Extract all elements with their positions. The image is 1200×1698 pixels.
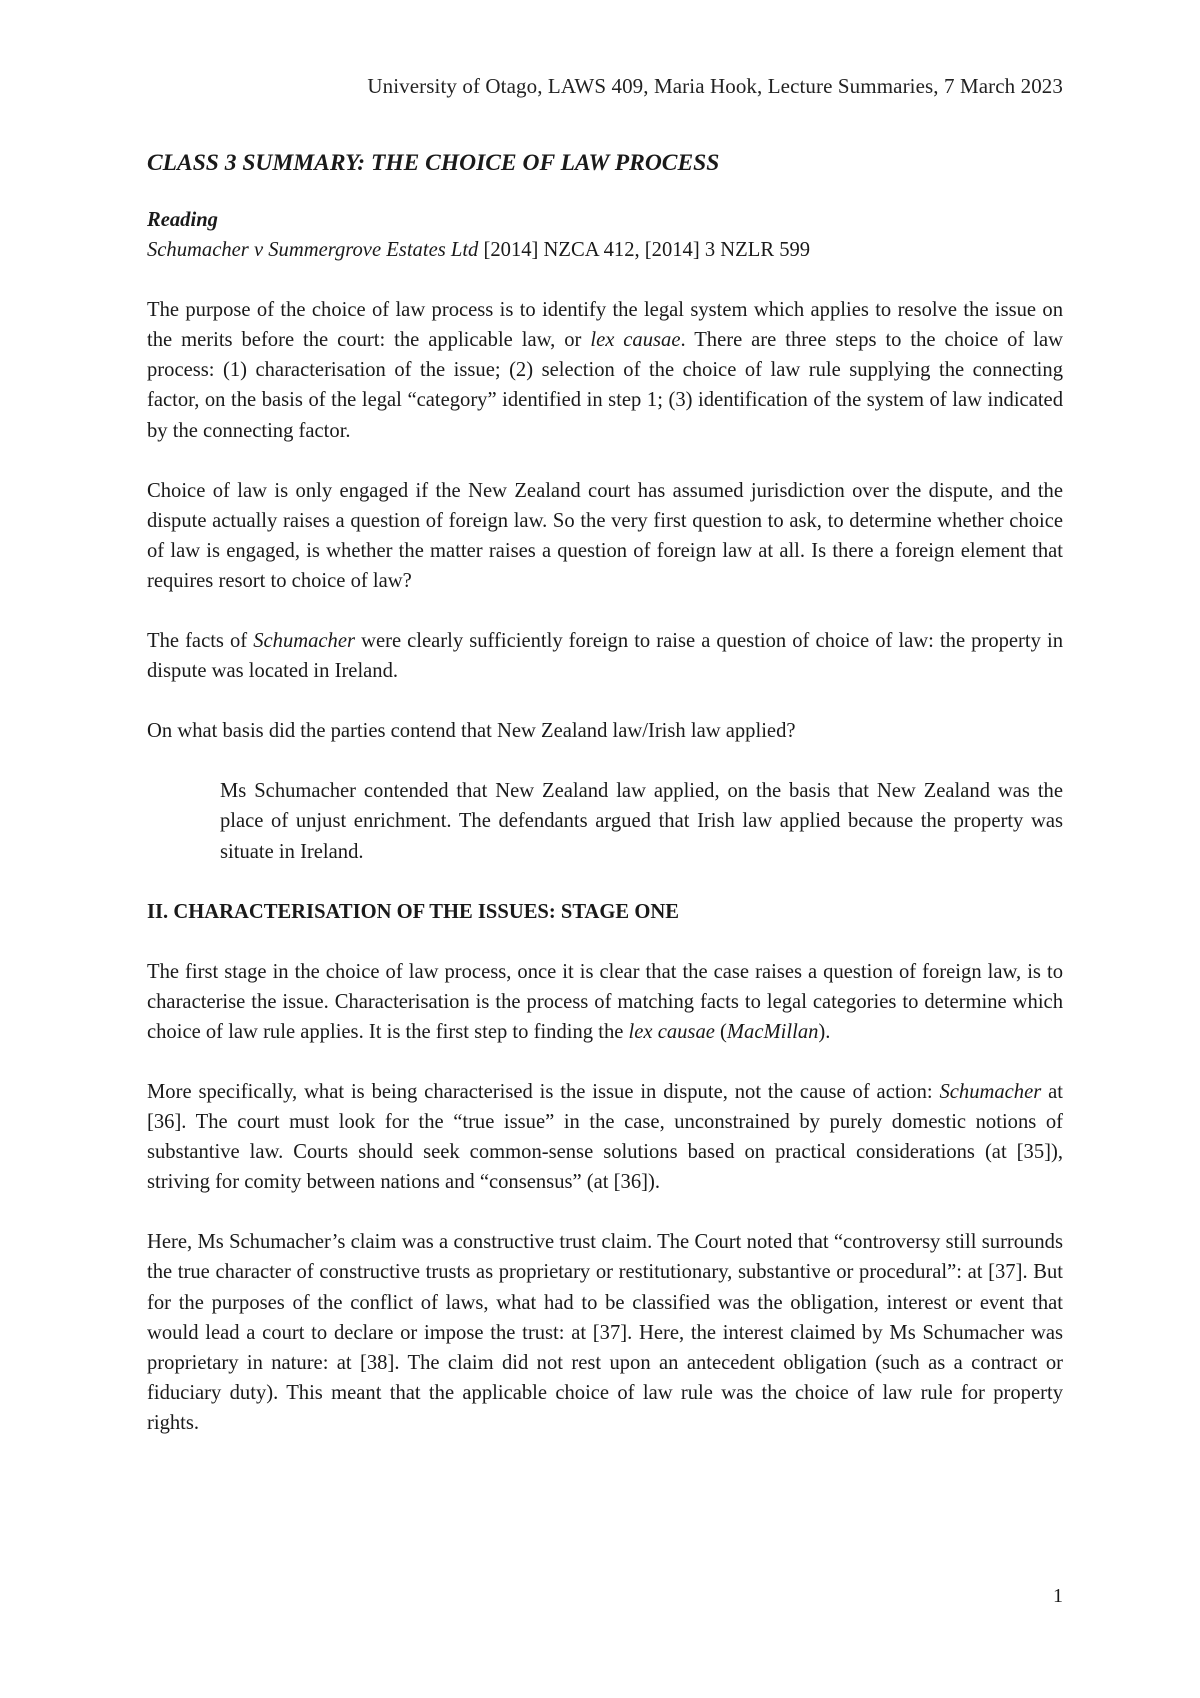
- paragraph-text: ).: [818, 1020, 831, 1043]
- reading-citation: [147, 235, 1063, 265]
- case-name: Schumacher: [939, 1080, 1042, 1103]
- paragraph-question: On what basis did the parties contend that New Zealand law/Irish law applied?: [147, 720, 796, 743]
- case-name: Schumacher v Summergrove Estates Ltd: [147, 239, 479, 262]
- page-title: CLASS 3 SUMMARY: THE CHOICE OF LAW PROCESS: [147, 150, 720, 176]
- paragraph-text: (: [714, 1020, 727, 1043]
- reading-label: Reading: [147, 209, 218, 231]
- page-number: 1: [1053, 1585, 1063, 1607]
- paragraph-characterisation: [147, 957, 1063, 1047]
- paragraph-text: The first stage in the choice of law process, once it is clear that the case raises a question of foreign law, is to characterise the issue. Characterisation is the process of matching facts to legal categories to determine which choice of law rule applies. It is the first step to finding the: [147, 960, 1063, 1043]
- paragraph-purpose: [147, 295, 1063, 445]
- paragraph-text: More specifically, what is being characterised is the issue in dispute, not the cause of action:: [147, 1080, 940, 1103]
- paragraph-text: at [36]. The court must look for the “true issue” in the case, unconstrained by purely domestic notions of substantive law. Courts should seek common-sense solutions based on practical considerations (at [35]), striving for comity between nations and “consensus” (at [36]).: [147, 1080, 1063, 1194]
- indented-answer: Ms Schumacher contended that New Zealand law applied, on the basis that New Zealand was the place of unjust enrichment. The defendants argued that Irish law applied because the property was situate in Ireland.: [220, 780, 1063, 863]
- case-name: MacMillan: [726, 1020, 819, 1043]
- paragraph-text: The purpose of the choice of law process is to identify the legal system which applies to resolve the issue on the merits before the court: the applicable law, or: [147, 299, 1063, 352]
- paragraph-engagement: Choice of law is only engaged if the New Zealand court has assumed jurisdiction over the dispute, and the dispute actually raises a question of foreign law. So the very first question to ask, to determine whether choice of law is engaged, is whether the matter raises a question of foreign law at all. Is there a foreign element that requires resort to choice of law?: [147, 479, 1063, 592]
- paragraph-text: The facts of: [147, 630, 254, 653]
- case-name: Schumacher: [253, 630, 356, 653]
- paragraph-text: were clearly sufficiently foreign to raise a question of choice of law: the property in dispute was located in Ireland.: [147, 630, 1064, 683]
- italic-term: lex causae: [590, 329, 681, 352]
- running-header: University of Otago, LAWS 409, Maria Hook, Lecture Summaries, 7 March 2023: [367, 74, 1063, 98]
- paragraph-text: . There are three steps to the choice of law process: (1) characterisation of the issue; (2) selection of the choice of law rule supplying the connecting factor, on the basis of the legal “category” identified in step 1; (3) identification of the system of law indicated by the connecting factor.: [147, 329, 1064, 442]
- italic-term: lex causae: [628, 1020, 715, 1043]
- citation-reference: [2014] NZCA 412, [2014] 3 NZLR 599: [478, 239, 811, 262]
- paragraph-true-issue: [147, 1077, 1063, 1197]
- page-body: [147, 146, 1063, 1468]
- section-heading: II. CHARACTERISATION OF THE ISSUES: STAGE ONE: [147, 900, 679, 923]
- paragraph-facts: [147, 626, 1063, 686]
- paragraph-constructive-trust: Here, Ms Schumacher’s claim was a constructive trust claim. The Court noted that “controversy still surrounds the true character of constructive trusts as proprietary or restitutionary, substantive or procedural”: at [37]. But for the purposes of the conflict of laws, what had to be classified was the obligation, interest or event that would lead a court to declare or impose the trust: at [37]. Here, the interest claimed by Ms Schumacher was proprietary in nature: at [38]. The claim did not rest upon an antecedent obligation (such as a contract or fiduciary duty). This meant that the applicable choice of law rule was the choice of law rule for property rights.: [147, 1231, 1063, 1434]
